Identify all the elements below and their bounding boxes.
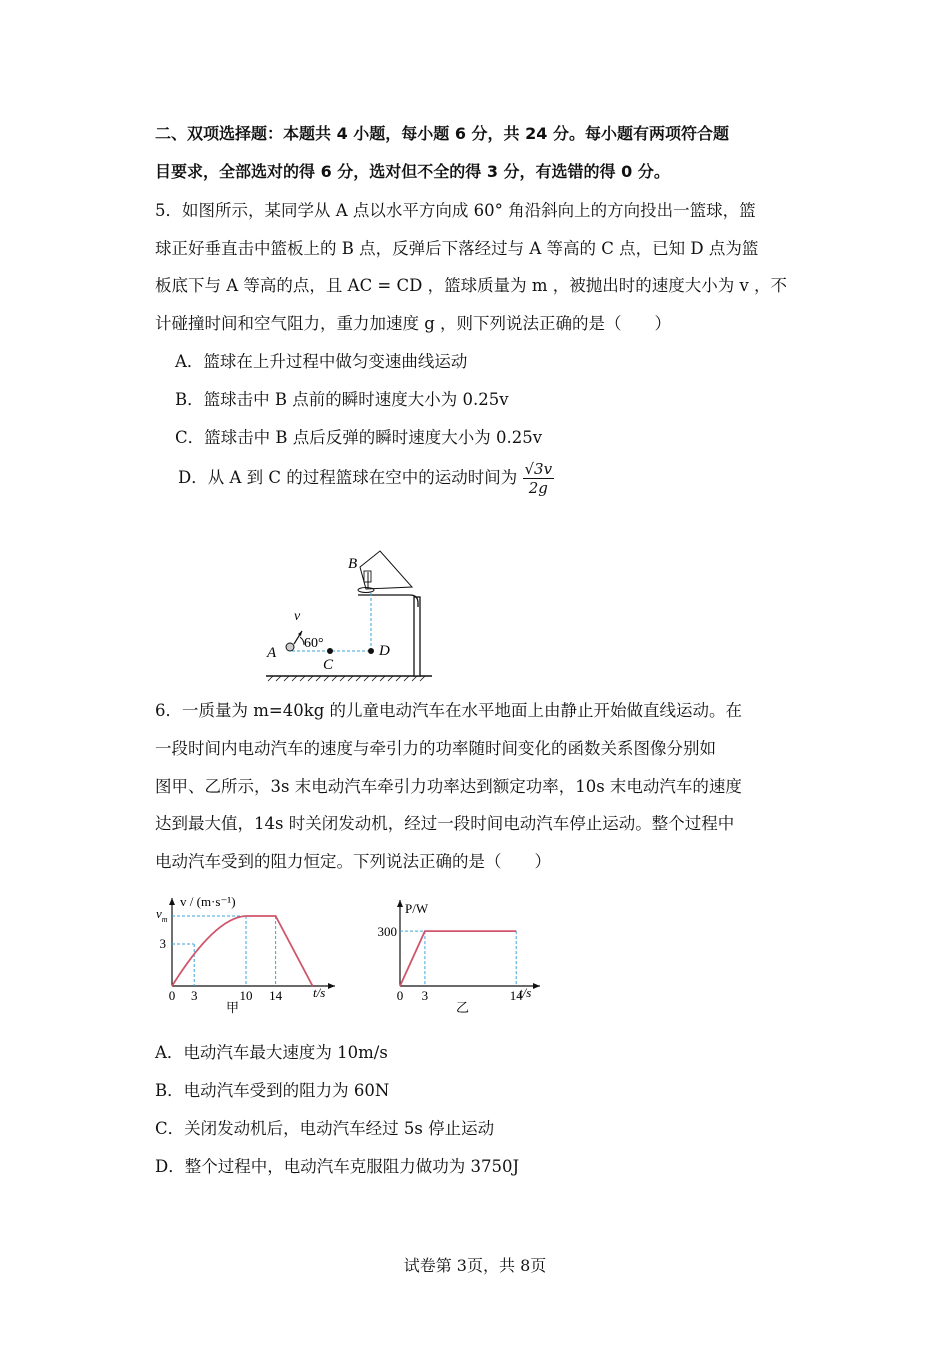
y-tick-label: 3 [159,936,166,951]
hoop-arm [358,595,418,607]
section-heading-line1: 二、双项选择题：本题共 4 小题，每小题 6 分，共 24 分。每小题有两项符合题 [155,124,729,143]
y-tick-label-vm-subscript: m [161,915,168,924]
q6-stem-line1: 6．一质量为 m=40kg 的儿童电动汽车在水平地面上由静止开始做直线运动。在 [155,701,743,720]
x-axis-arrow [328,983,335,989]
q6-stem-line3: 图甲、乙所示，3s 末电动汽车牵引力功率达到额定功率，10s 末电动汽车的速度 [155,777,742,796]
x-tick-label: 10 [239,988,253,1003]
chart-caption: 乙 [456,1000,470,1015]
q6-stem-line5: 电动汽车受到的阻力恒定。下列说法正确的是（ ） [155,852,551,871]
q5-option-d-denominator: 2g [528,479,548,497]
hoop-pole [414,597,420,676]
label-a: A [267,645,277,661]
basketball [286,643,294,651]
y-axis-arrow [169,898,175,905]
q5-stem-line4: 计碰撞时间和空气阻力，重力加速度 g ，则下列说法正确的是（ ） [155,314,672,333]
basketball-figure [262,545,442,685]
q5-option-a: A．篮球在上升过程中做匀变速曲线运动 [175,352,468,371]
label-angle: 60° [304,636,324,651]
x-axis-arrow [533,983,540,989]
x-tick-label: 3 [421,988,429,1003]
x-tick-label: 0 [396,988,404,1003]
chart-velocity-time [150,890,340,1020]
q5-option-d [178,460,554,497]
q5-option-c: C．篮球击中 B 点后反弹的瞬时速度大小为 0.25v [175,428,543,447]
label-c: C [323,657,334,673]
q5-stem-line1: 5．如图所示，某同学从 A 点以水平方向成 60° 角沿斜向上的方向投出一篮球，篮 [155,201,756,220]
q5-stem-line2: 球正好垂直击中篮板上的 B 点，反弹后下落经过与 A 等高的 C 点，已知 D 点为篮 [155,239,759,258]
q5-stem-line3: 板底下与 A 等高的点，且 AC = CD ，篮球质量为 m ，被抛出时的速度大小为 v ，不 [155,276,788,295]
x-axis-label: t/s [313,985,326,1000]
y-tick-label: 300 [377,924,397,940]
chart-power-time [372,890,547,1020]
guide-lines [172,916,276,986]
tick-labels [378,924,524,1003]
x-tick-label: 14 [269,988,283,1003]
velocity-arrowhead [298,631,302,636]
y-tick-label-vm: $v_m$ [156,906,168,924]
q5-option-b: B．篮球击中 B 点前的瞬时速度大小为 0.25v [175,390,509,409]
guide-lines [400,931,516,986]
y-axis-label: v / (m·s⁻¹) [180,894,236,909]
y-axis-label: P/W [405,901,429,916]
label-v: v [294,609,301,624]
q6-stem-line4: 达到最大值，14s 时关闭发动机，经过一段时间电动汽车停止运动。整个过程中 [155,814,735,833]
velocity-curve [172,916,313,986]
label-d: D [379,643,390,659]
x-tick-label: 14 [509,988,523,1003]
q5-option-d-numerator: √3v [524,460,553,478]
x-axis-label: t/s [519,985,532,1000]
q5-option-d-fraction [523,460,555,497]
x-tick-label: 0 [168,988,176,1003]
q6-option-a: A．电动汽车最大速度为 10m/s [155,1043,388,1062]
q6-stem-line2: 一段时间内电动汽车的速度与牵引力的功率随时间变化的函数关系图像分别如 [155,739,716,758]
q6-option-d: D．整个过程中，电动汽车克服阻力做功为 3750J [155,1157,520,1176]
point-d [368,648,374,654]
q6-option-c: C．关闭发动机后，电动汽车经过 5s 停止运动 [155,1119,495,1138]
chart-caption: 甲 [226,1000,240,1015]
page-footer: 试卷第 3页，共 8页 [403,1256,547,1275]
tick-labels [156,906,283,1003]
label-b: B [348,556,358,572]
power-curve [400,931,516,986]
point-c [327,648,333,654]
x-tick-label: 3 [190,988,198,1003]
section-heading-line2: 目要求，全部选对的得 6 分，选对但不全的得 3 分，有选错的得 0 分。 [155,162,670,181]
q6-option-b: B．电动汽车受到的阻力为 60N [155,1081,390,1100]
q5-option-d-text: D．从 A 到 C 的过程篮球在空中的运动时间为 [178,468,518,487]
y-axis-arrow [397,900,403,907]
